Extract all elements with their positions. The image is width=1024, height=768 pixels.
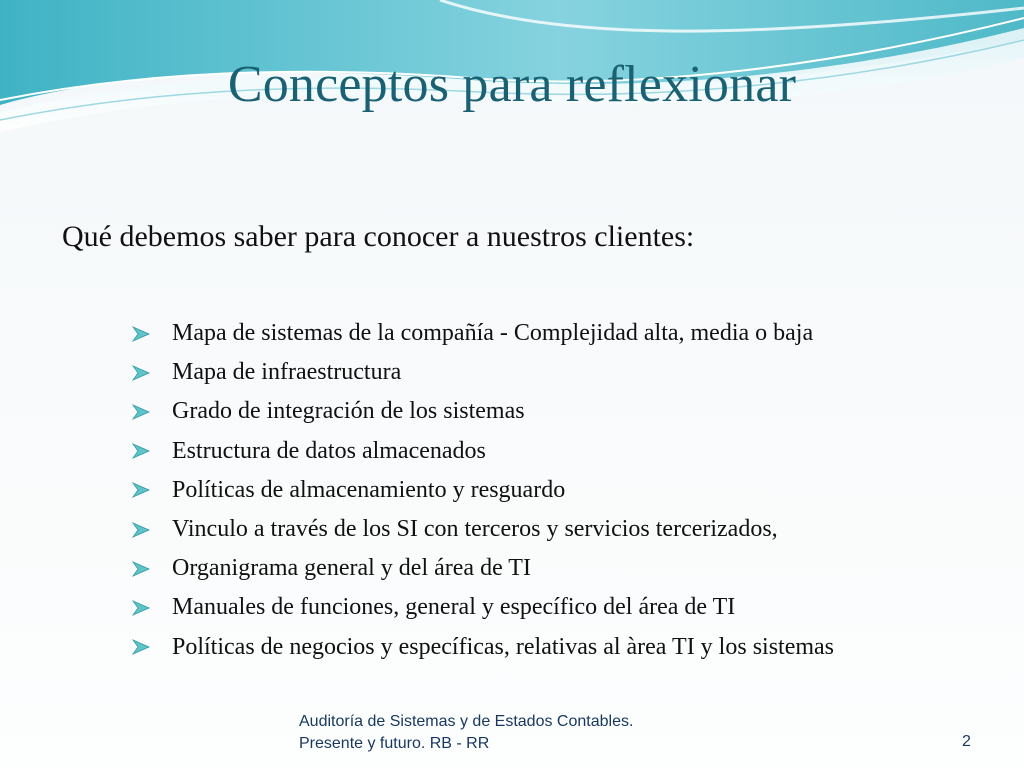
slide-subtitle: Qué debemos saber para conocer a nuestros clientes: (62, 220, 695, 253)
footer-line: Auditoría de Sistemas y de Estados Contables. (299, 713, 634, 730)
arrow-bullet-icon (132, 561, 150, 577)
list-item (132, 549, 834, 588)
list-item (132, 392, 834, 431)
bullet-text: Manuales de funciones, general y específico del área de TI (172, 594, 736, 621)
list-item (132, 353, 834, 392)
bullet-text: Grado de integración de los sistemas (172, 398, 525, 425)
arrow-bullet-icon (132, 522, 150, 538)
list-item (132, 510, 834, 549)
arrow-bullet-icon (132, 404, 150, 420)
slide-title: Conceptos para reflexionar (227, 56, 797, 113)
arrow-bullet-icon (132, 365, 150, 381)
slide-footer (299, 711, 633, 755)
list-item (132, 588, 834, 627)
bullet-text: Estructura de datos almacenados (172, 437, 486, 464)
footer-line: Presente y futuro. RB - RR (299, 735, 490, 752)
bullet-text: Políticas de negocios y específicas, relativas al àrea TI y los sistemas (172, 633, 835, 660)
arrow-bullet-icon (132, 443, 150, 459)
bullet-text: Políticas de almacenamiento y resguardo (172, 476, 566, 503)
bullet-text: Vinculo a través de los SI con terceros y servicios tercerizados, (172, 516, 778, 543)
list-item (132, 471, 834, 510)
bullet-text: Mapa de sistemas de la compañía - Complejidad alta, media o baja (172, 320, 814, 347)
arrow-bullet-icon (132, 482, 150, 498)
list-item (132, 628, 834, 667)
list-item (132, 314, 834, 353)
bullet-text: Organigrama general y del área de TI (172, 555, 531, 582)
arrow-bullet-icon (132, 639, 150, 655)
bullet-text: Mapa de infraestructura (172, 359, 402, 386)
arrow-bullet-icon (132, 600, 150, 616)
page-number: 2 (962, 733, 971, 750)
arrow-bullet-icon (132, 326, 150, 342)
list-item (132, 432, 834, 471)
bullet-list (132, 314, 834, 667)
